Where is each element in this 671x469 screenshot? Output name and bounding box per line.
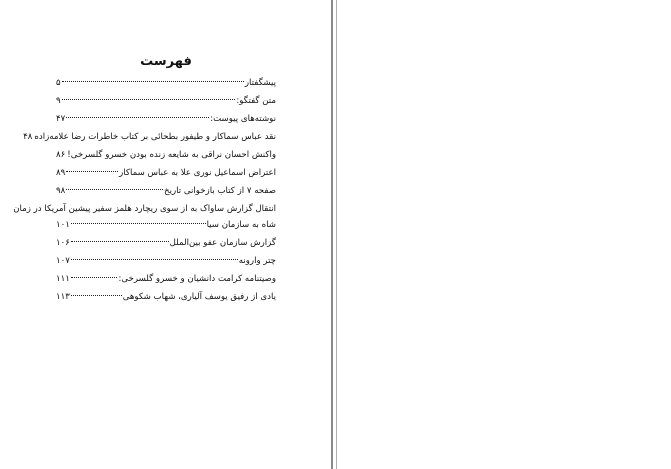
toc-entry	[56, 113, 276, 131]
toc-dot-leader	[71, 277, 118, 278]
toc-entry-label: نوشته‌های پیوست:	[210, 114, 276, 124]
toc-entry	[13, 203, 276, 237]
toc-entry-label-line1: انتقال گزارش ساواک به از سوی ریچارد هلمز سفیر پیشین آمریکا در زمان	[13, 204, 276, 214]
toc-dot-leader	[66, 189, 163, 190]
toc-entry	[56, 273, 276, 291]
toc-entry-label: نقد عباس سماکار و طیفور بطحائی بر کتاب خاطرات رضا علامه‌زاده	[34, 132, 276, 142]
toc-dot-leader	[71, 295, 122, 296]
toc-entry	[23, 131, 276, 149]
toc-dot-leader	[62, 81, 244, 82]
toc-entry	[56, 185, 276, 203]
toc-entry-label: صفحه ۷ از کتاب بازخوانی تاریخ	[164, 186, 276, 196]
right-page-blank	[337, 0, 671, 469]
toc-entry	[56, 77, 276, 95]
toc-entry-page: ۵	[56, 78, 61, 88]
toc-entry-label: وصیتنامه کرامت دانشیان و خسرو گلسرخی:	[118, 274, 276, 284]
toc-entry	[56, 167, 276, 185]
toc-entry-page: ۴۸	[23, 132, 33, 142]
toc-entry-page: ۱۱۱	[56, 274, 70, 284]
toc-entry-page: ۴۷	[56, 114, 66, 124]
toc-entry-label: واکنش احسان نراقی به شایعه زنده بودن خسرو گلسرخی!	[67, 150, 276, 160]
toc-entry-label: اعتراض اسماعیل نوری علا به عباس سماکار	[119, 168, 276, 178]
toc-entry-page: ۸۶	[56, 150, 66, 160]
toc-entry-page: ۱۰۶	[56, 238, 70, 248]
toc-entry-label: گزارش سازمان عفو بین‌الملل	[169, 238, 276, 248]
toc-entry-label: پیشگفتار	[244, 78, 276, 88]
toc-entry-page: ۸۹	[56, 168, 66, 178]
toc-entry-label: چتر وارونه	[238, 256, 276, 266]
toc-entry	[56, 95, 276, 113]
toc-entry-label: یادی از رفیق یوسف آلیاری، شهاب شکوهی	[122, 292, 276, 302]
toc-title: فهرست	[140, 54, 192, 69]
toc-entry-label-line2: شاه به سازمان سیا	[206, 220, 276, 230]
toc-dot-leader	[66, 171, 118, 172]
page-gutter-divider	[331, 0, 333, 469]
toc-entry-page: ۱۰۷	[56, 256, 70, 266]
left-page	[0, 0, 331, 469]
toc-entry	[56, 149, 276, 167]
toc-dot-leader	[62, 99, 236, 100]
toc-entry	[56, 255, 276, 273]
toc-dot-leader	[71, 241, 169, 242]
toc-entry-page: ۹	[56, 96, 61, 106]
toc-dot-leader	[66, 117, 209, 118]
toc-entry-continuation	[56, 219, 276, 237]
toc-entry-label: متن گفتگو:	[236, 96, 276, 106]
toc-dot-leader	[71, 223, 206, 224]
toc-dot-leader	[71, 259, 238, 260]
toc-entry-page: ۱۰۱	[56, 220, 70, 230]
toc-entry	[56, 237, 276, 255]
toc-entry-page: ۹۸	[56, 186, 66, 196]
toc-entry	[56, 291, 276, 309]
table-of-contents	[13, 54, 276, 309]
toc-entry-page: ۱۱۳	[56, 292, 70, 302]
